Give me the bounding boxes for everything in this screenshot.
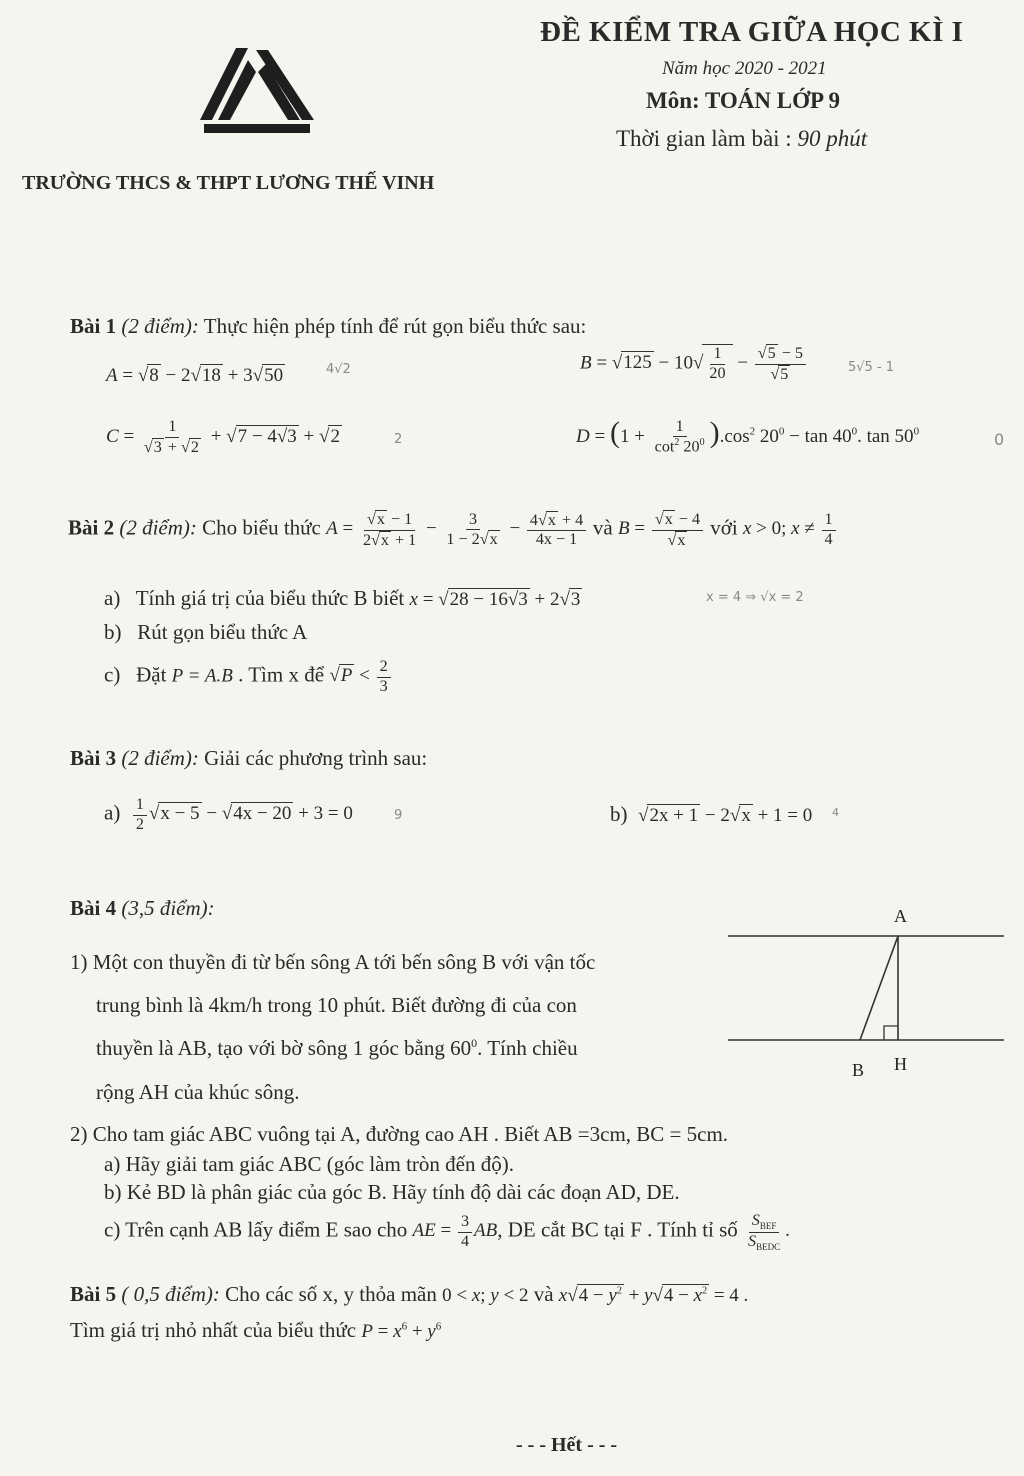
bai5-line1: Bài 5 ( 0,5 điểm): Cho các số x, y thỏa mãn 0 < x; y < 2 và $x√4 - y^2 + y√4 - x^2 = 4$ . [70,1282,749,1306]
end-marker: - - - Hết - - - [516,1434,618,1456]
bai4-p1-line3: thuyền là AB, tạo với bờ sông 1 góc bằng $60^0$. Tính chiều [96,1036,578,1060]
right-angle-mark [884,1026,898,1040]
school-logo [196,42,320,140]
bai5-label: Bài 5 [70,1282,117,1306]
bai1-points: (2 điểm): [121,314,199,338]
bai4-p2-c: c) Trên cạnh AB lấy điểm E sao cho AE = $\frac{3}{4}$ AB, DE cắt BC tại F . Tính tỉ số $\frac{S_{BEF}}{S_{BEDC}}$ . [104,1212,790,1252]
bai2-b-text: Rút gọn biểu thức A [137,620,308,644]
bai5-prompt: Cho các số x, y thỏa mãn [225,1282,437,1306]
bai3-b-label: b) [610,802,628,826]
school-year: Năm học 2020 - 2021 [662,58,827,79]
bai4-p2-a: a) Hãy giải tam giác ABC (góc làm tròn đến độ). [104,1152,514,1176]
bai4-p1-line4: rộng AH của khúc sông. [96,1080,300,1104]
time-label: Thời gian làm bài : [616,126,798,151]
bai2-part-b [104,620,307,645]
bai2-label: Bài 2 [68,515,115,540]
bai2-note-a: x = 4 ⇒ √x = 2 [706,590,804,605]
bai2-b-label: b) [104,620,122,644]
bai5-and: và [533,1282,554,1306]
school-name: TRƯỜNG THCS & THPT LƯƠNG THẾ VINH [22,172,435,194]
bai4-p2-line: 2) Cho tam giác ABC vuông tại A, đường cao AH . Biết AB =3cm, BC = 5cm. [70,1122,729,1146]
bai3-prompt: Giải các phương trình sau: [204,746,428,770]
bai3-part-b: b) √2x + 1 − 2√x + 1 = 0 [610,802,813,826]
bai3-label: Bài 3 [70,746,117,770]
bai2-points: (2 điểm): [119,515,197,540]
time-value: 90 phút [797,126,868,151]
bai4-p1-line2: trung bình là 4km/h trong 10 phút. Biết đường đi của con [96,993,577,1017]
bai2-part-a: a) Tính giá trị của biểu thức B biết x = √28 − 16√3 + 2√3 [104,586,581,610]
bai1-note-b: 5√5 - 1 [848,360,895,375]
time-limit [616,126,867,152]
bai1-expr-b: B = √125 − 10√ $\frac{1}{20}$ − $\frac{√5 - 5}{√5}$ [580,344,808,384]
bai5-line2-text: Tìm giá trị nhỏ nhất của biểu thức [70,1318,357,1342]
bai4-p2-c1: c) Trên cạnh AB lấy điểm E sao cho [104,1217,408,1242]
bai2-a-text: Tính giá trị của biểu thức B biết [135,586,405,610]
bai4-p2-c2: , DE cắt BC tại F . Tính tỉ số [497,1217,738,1242]
river-figure [724,900,1010,1086]
bai2-c-text2: . Tìm x để [238,662,325,687]
bai4-heading [70,896,215,921]
bai2-c-label: c) [104,662,121,687]
label-H: H [894,1054,907,1074]
bai2-heading: Bài 2 (2 điểm): Cho biểu thức A = $\frac{√x - 1}{2√x + 1}$ − $\frac{3}{1 - 2√x}$ − $\frac{4√x + 4}{4x - 1}$ và B = $\frac{√x - 4}{√x}$ với x > 0; x ≠ $\frac{1}{4}$ [68,510,838,550]
bai1-note-a: 4√2 [326,362,351,377]
label-B: B [852,1060,865,1080]
bai4-points: (3,5 điểm): [121,896,215,920]
bai3-a-label: a) [104,800,121,825]
bai4-label: Bài 4 [70,896,117,920]
bai4-p1-line1: 1) Một con thuyền đi từ bến sông A tới bến sông B với vận tốc [70,950,596,974]
bai4-p1-line3-b: . Tính chiều [477,1036,578,1060]
subject: Môn: TOÁN LỚP 9 [646,88,841,113]
bai1-expr-d: D = (1 + $\frac{1}{\cot^2 20^0}$ )$.\cos^2$ $20^0 - \tan 40^0$. $\tan 50^0$ [576,416,920,456]
bai3-points: (2 điểm): [121,746,199,770]
bai1-note-c: 2 [394,432,403,447]
bai3-heading [70,746,427,771]
bai5-line2: Tìm giá trị nhỏ nhất của biểu thức $P = x^6 + y^6$ [70,1318,442,1342]
exam-title: ĐỀ KIỂM TRA GIỮA HỌC KÌ I [540,16,964,48]
bai1-heading [70,314,586,339]
bai1-label: Bài 1 [70,314,117,338]
segment-AB [860,936,898,1040]
bai1-prompt: Thực hiện phép tính để rút gọn biểu thức sau: [203,314,587,338]
bai2-and: và [592,515,613,540]
bai2-prompt: Cho biểu thức [202,515,321,540]
bai2-a-label: a) [104,586,121,610]
bai2-c-text: Đặt [136,662,167,687]
label-A: A [894,906,907,926]
bai1-expr-c: C = $\frac{1}{√3 + √2}$ + √7 − 4√3 + √2 [106,418,340,456]
bai3-note-a: 9 [394,808,403,823]
bai5-points: ( 0,5 điểm): [121,1282,220,1306]
bai2-part-c: c) Đặt P = A.B . Tìm x để √P < $\frac{2}{3}$ [104,658,393,696]
bai1-expr-a: A = √8 − 2√18 + 3√50 [106,365,284,386]
bai3-note-b: 4 [832,806,839,819]
bai4-p2-b: b) Kẻ BD là phân giác của góc B. Hãy tính độ dài các đoạn AD, DE. [104,1180,680,1204]
bai2-with: với [710,515,738,540]
bai1-note-d: 0 [994,430,1005,449]
bai4-p1-line3-a: thuyền là AB, tạo với bờ sông 1 góc bằng 60 [96,1036,472,1060]
bai3-part-a: a) $\frac{1}{2}$ √x − 5 − √4x − 20 + 3 = 0 [104,796,353,833]
